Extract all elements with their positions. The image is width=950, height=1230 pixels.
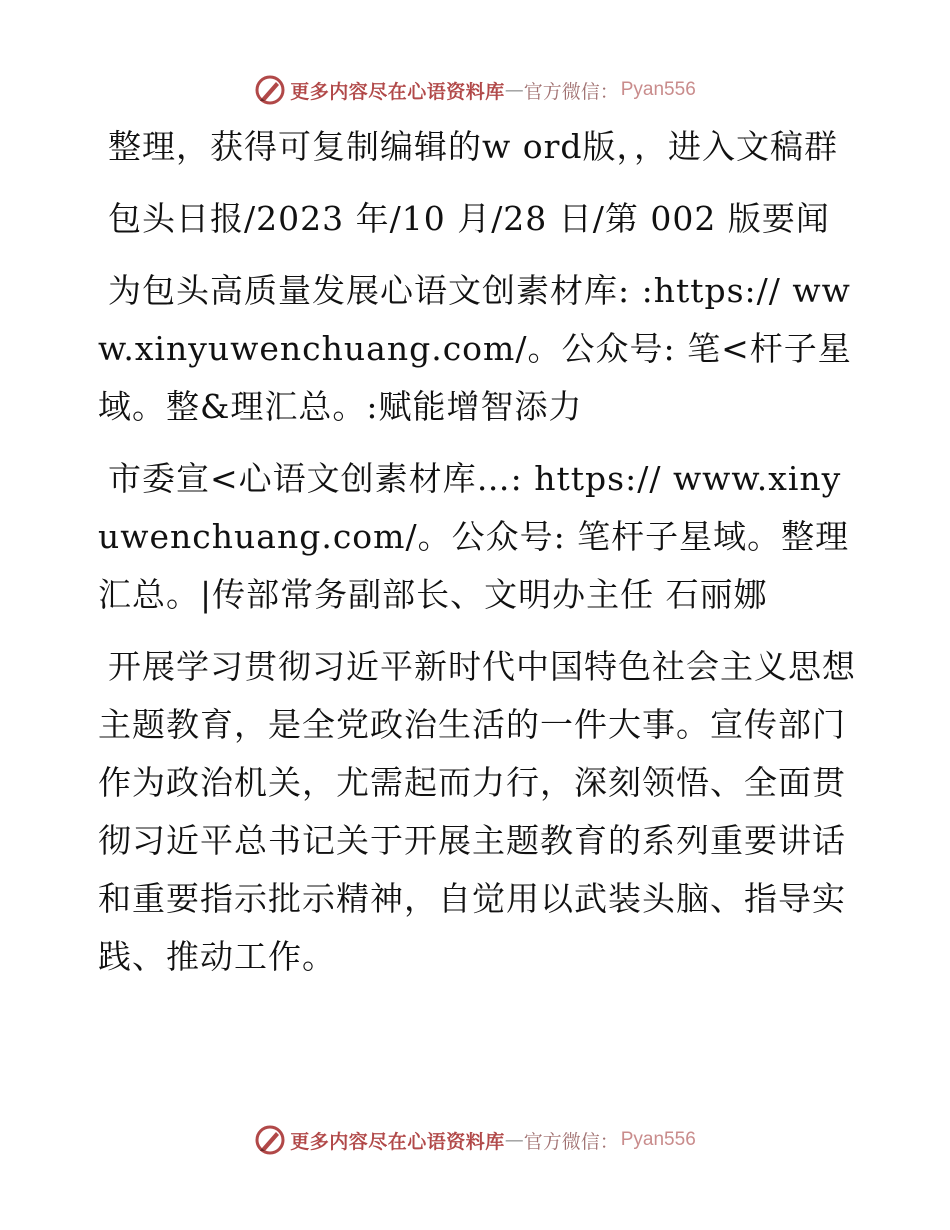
footer-banner: [0, 1120, 950, 1160]
paragraph-source: 包头日报/2023 年/10 月/28 日/第 002 版要闻: [108, 199, 830, 238]
banner-wechat-label: 官方微信：: [523, 80, 619, 103]
banner-wechat-label: 官方微信：: [523, 1130, 619, 1153]
banner-separator: —: [504, 1129, 524, 1151]
pen-logo-icon: [254, 1124, 286, 1156]
paragraph-author: 市委宣<心语文创素材库…: https:// www.xinyuwenchuang.com/。公众号: 笔杆子星域。整理汇总。|传部常务副部长、文明办主任 石丽娜: [98, 459, 850, 614]
banner-separator: —: [504, 79, 524, 101]
document-body: [98, 118, 858, 1000]
banner-wechat-id: Pyan556: [620, 1129, 696, 1150]
header-banner: [0, 70, 950, 110]
paragraph-intro: 整理，获得可复制编辑的w ord版，，进入文稿群: [108, 127, 839, 166]
banner-text: 更多内容尽在心语资料库: [290, 1130, 505, 1153]
paragraph-title: 为包头高质量发展心语文创素材库: :https:// www.xinyuwenchuang.com/。公众号: 笔<杆子星域。整&理汇总。:赋能增智添力: [98, 271, 852, 426]
paragraph-body: 开展学习贯彻习近平新时代中国特色社会主义思想主题教育，是全党政治生活的一件大事。宣传部门作为政治机关，尤需起而力行，深刻领悟、全面贯彻习近平总书记关于开展主题教育的系列重要讲话和重要指示批示精神，自觉用以武装头脑、指导实践、推动工作。: [98, 647, 856, 976]
banner-text: 更多内容尽在心语资料库: [290, 80, 505, 103]
banner-wechat-id: Pyan556: [620, 79, 696, 100]
pen-logo-icon: [254, 74, 286, 106]
